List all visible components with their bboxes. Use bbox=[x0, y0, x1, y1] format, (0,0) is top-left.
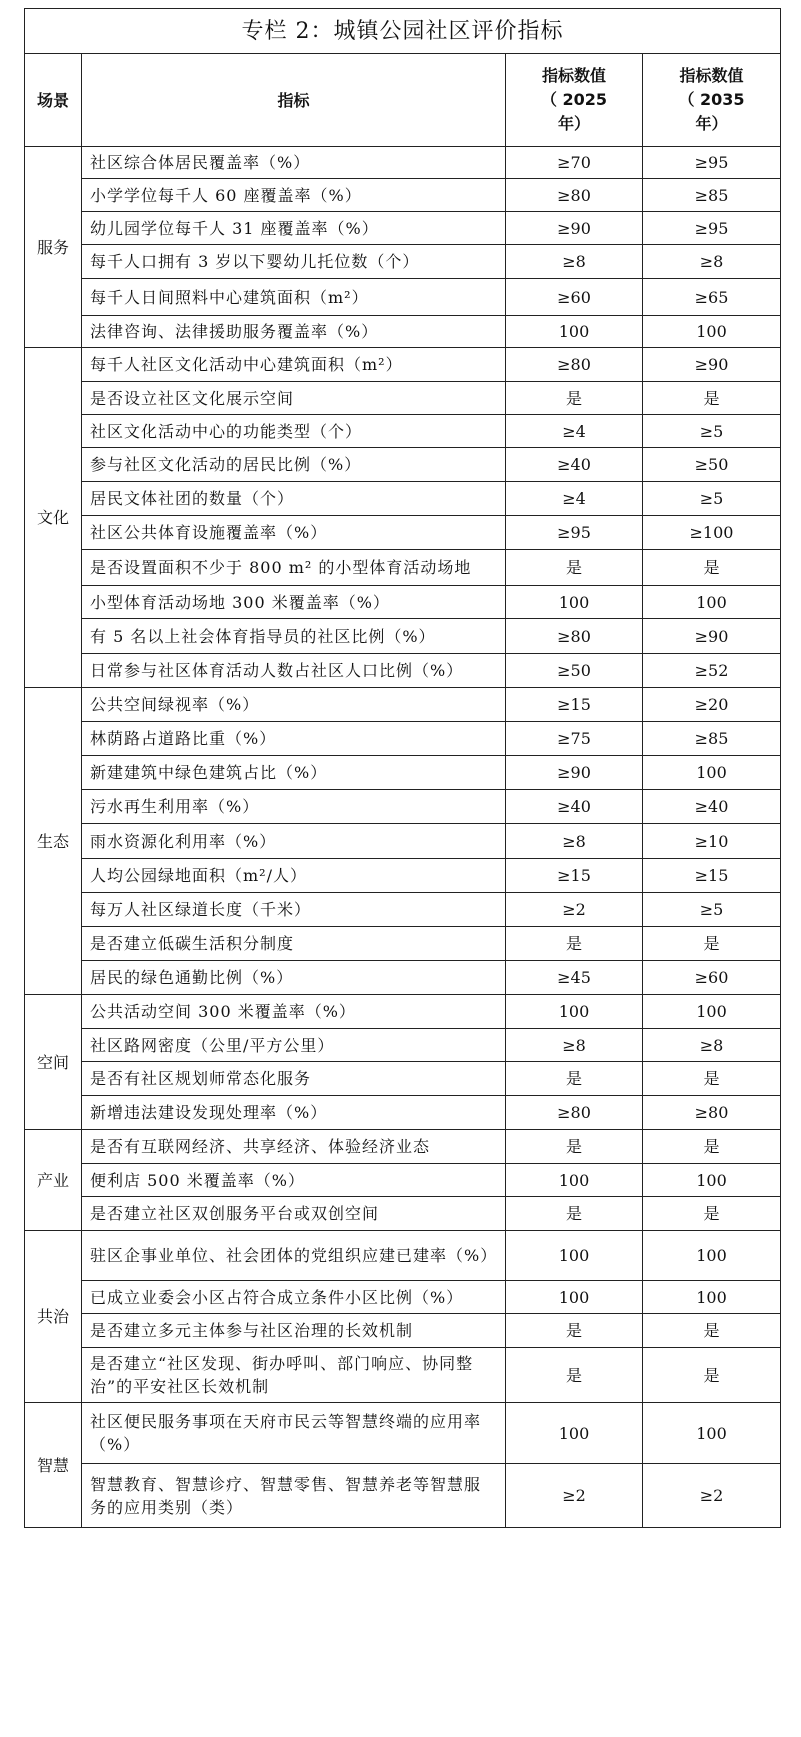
value-2025-cell: ≥90 bbox=[506, 756, 643, 790]
indicator-cell: 雨水资源化利用率（%） bbox=[82, 824, 506, 859]
value-2035-cell: 是 bbox=[643, 1130, 781, 1164]
indicator-cell: 是否有社区规划师常态化服务 bbox=[82, 1062, 506, 1096]
indicator-cell: 林荫路占道路比重（%） bbox=[82, 722, 506, 756]
value-2025-cell: 是 bbox=[506, 550, 643, 586]
table-row bbox=[25, 1062, 781, 1096]
value-2035-cell: ≥8 bbox=[643, 1029, 781, 1062]
table-row bbox=[25, 859, 781, 893]
value-2025-cell: ≥2 bbox=[506, 1464, 643, 1528]
header-year-2025: （ 2025 bbox=[540, 90, 608, 109]
indicator-cell: 小型体育活动场地 300 米覆盖率（%） bbox=[82, 586, 506, 619]
indicator-cell: 社区路网密度（公里/平方公里） bbox=[82, 1029, 506, 1062]
value-2035-cell: 是 bbox=[643, 1062, 781, 1096]
value-2035-cell: 100 bbox=[643, 1231, 781, 1281]
table-row bbox=[25, 1029, 781, 1062]
value-2035-cell: 100 bbox=[643, 1403, 781, 1464]
value-2025-cell: ≥50 bbox=[506, 654, 643, 688]
value-2025-cell: ≥8 bbox=[506, 824, 643, 859]
table-row bbox=[25, 824, 781, 859]
indicator-cell: 公共活动空间 300 米覆盖率（%） bbox=[82, 995, 506, 1029]
indicator-cell: 社区综合体居民覆盖率（%） bbox=[82, 147, 506, 179]
table-row bbox=[25, 654, 781, 688]
value-2025-cell: 是 bbox=[506, 382, 643, 415]
indicator-cell: 幼儿园学位每千人 31 座覆盖率（%） bbox=[82, 212, 506, 245]
value-2025-cell: ≥60 bbox=[506, 279, 643, 316]
value-2035-cell: ≥90 bbox=[643, 348, 781, 382]
value-2025-cell: ≥4 bbox=[506, 415, 643, 448]
scene-cell: 文化 bbox=[25, 348, 82, 688]
indicator-cell: 居民文体社团的数量（个） bbox=[82, 482, 506, 516]
value-2025-cell: 是 bbox=[506, 1314, 643, 1348]
value-2035-cell: ≥20 bbox=[643, 688, 781, 722]
value-2025-cell: ≥95 bbox=[506, 516, 643, 550]
value-2025-cell: ≥80 bbox=[506, 179, 643, 212]
indicator-cell: 每千人社区文化活动中心建筑面积（m²） bbox=[82, 348, 506, 382]
value-2035-cell: 100 bbox=[643, 1164, 781, 1197]
table-row bbox=[25, 516, 781, 550]
header-year-suffix: 年） bbox=[557, 114, 590, 133]
value-2035-cell: 100 bbox=[643, 756, 781, 790]
indicator-cell: 公共空间绿视率（%） bbox=[82, 688, 506, 722]
table-row bbox=[25, 382, 781, 415]
indicator-table-container bbox=[24, 8, 780, 1528]
value-2035-cell: ≥85 bbox=[643, 722, 781, 756]
table-row bbox=[25, 279, 781, 316]
value-2025-cell: ≥8 bbox=[506, 245, 643, 279]
header-value-2025 bbox=[506, 54, 643, 147]
value-2025-cell: 是 bbox=[506, 1348, 643, 1403]
table-row bbox=[25, 179, 781, 212]
value-2025-cell: ≥4 bbox=[506, 482, 643, 516]
indicator-cell: 是否建立多元主体参与社区治理的长效机制 bbox=[82, 1314, 506, 1348]
value-2025-cell: ≥2 bbox=[506, 893, 643, 927]
table-row bbox=[25, 995, 781, 1029]
header-year-suffix: 年） bbox=[695, 114, 728, 133]
indicator-table bbox=[24, 8, 781, 1528]
scene-cell: 服务 bbox=[25, 147, 82, 348]
table-row bbox=[25, 348, 781, 382]
value-2035-cell: ≥2 bbox=[643, 1464, 781, 1528]
value-2025-cell: 是 bbox=[506, 1130, 643, 1164]
table-row bbox=[25, 722, 781, 756]
scene-cell: 产业 bbox=[25, 1130, 82, 1231]
indicator-cell: 每千人日间照料中心建筑面积（m²） bbox=[82, 279, 506, 316]
table-row bbox=[25, 790, 781, 824]
indicator-cell: 是否建立“社区发现、街办呼叫、部门响应、协同整治”的平安社区长效机制 bbox=[82, 1348, 506, 1403]
header-year-2035: （ 2035 bbox=[678, 90, 745, 109]
value-2025-cell: 100 bbox=[506, 316, 643, 348]
scene-cell: 生态 bbox=[25, 688, 82, 995]
table-row bbox=[25, 1096, 781, 1130]
value-2025-cell: ≥15 bbox=[506, 688, 643, 722]
value-2035-cell: ≥5 bbox=[643, 893, 781, 927]
indicator-cell: 是否设置面积不少于 800 m² 的小型体育活动场地 bbox=[82, 550, 506, 586]
value-2025-cell: ≥8 bbox=[506, 1029, 643, 1062]
indicator-cell: 小学学位每千人 60 座覆盖率（%） bbox=[82, 179, 506, 212]
header-value-2035 bbox=[643, 54, 781, 147]
value-2025-cell: 是 bbox=[506, 1197, 643, 1231]
table-row bbox=[25, 1164, 781, 1197]
value-2025-cell: 是 bbox=[506, 1062, 643, 1096]
header-value-label: 指标数值 bbox=[679, 66, 744, 85]
value-2025-cell: 100 bbox=[506, 995, 643, 1029]
value-2035-cell: 100 bbox=[643, 995, 781, 1029]
value-2025-cell: ≥40 bbox=[506, 448, 643, 482]
table-row bbox=[25, 550, 781, 586]
value-2035-cell: 是 bbox=[643, 1348, 781, 1403]
value-2025-cell: ≥80 bbox=[506, 619, 643, 654]
value-2025-cell: ≥45 bbox=[506, 961, 643, 995]
table-row bbox=[25, 147, 781, 179]
indicator-cell: 社区公共体育设施覆盖率（%） bbox=[82, 516, 506, 550]
value-2035-cell: ≥40 bbox=[643, 790, 781, 824]
indicator-cell: 社区文化活动中心的功能类型（个） bbox=[82, 415, 506, 448]
header-row bbox=[25, 54, 781, 147]
value-2025-cell: ≥80 bbox=[506, 348, 643, 382]
indicator-cell: 是否建立社区双创服务平台或双创空间 bbox=[82, 1197, 506, 1231]
indicator-cell: 新建建筑中绿色建筑占比（%） bbox=[82, 756, 506, 790]
indicator-cell: 污水再生利用率（%） bbox=[82, 790, 506, 824]
indicator-cell: 社区便民服务事项在天府市民云等智慧终端的应用率（%） bbox=[82, 1403, 506, 1464]
table-row bbox=[25, 316, 781, 348]
table-row bbox=[25, 415, 781, 448]
indicator-cell: 参与社区文化活动的居民比例（%） bbox=[82, 448, 506, 482]
value-2035-cell: ≥52 bbox=[643, 654, 781, 688]
table-row bbox=[25, 756, 781, 790]
indicator-cell: 每万人社区绿道长度（千米） bbox=[82, 893, 506, 927]
value-2035-cell: 100 bbox=[643, 1281, 781, 1314]
value-2035-cell: 100 bbox=[643, 586, 781, 619]
value-2035-cell: ≥15 bbox=[643, 859, 781, 893]
indicator-cell: 每千人口拥有 3 岁以下婴幼儿托位数（个） bbox=[82, 245, 506, 279]
table-row bbox=[25, 1281, 781, 1314]
value-2035-cell: 是 bbox=[643, 382, 781, 415]
indicator-cell: 法律咨询、法律援助服务覆盖率（%） bbox=[82, 316, 506, 348]
table-row bbox=[25, 448, 781, 482]
value-2025-cell: ≥90 bbox=[506, 212, 643, 245]
table-row bbox=[25, 1464, 781, 1528]
table-row bbox=[25, 245, 781, 279]
indicator-cell: 日常参与社区体育活动人数占社区人口比例（%） bbox=[82, 654, 506, 688]
header-indicator: 指标 bbox=[82, 54, 506, 147]
scene-cell: 空间 bbox=[25, 995, 82, 1130]
value-2025-cell: 100 bbox=[506, 1403, 643, 1464]
indicator-cell: 有 5 名以上社会体育指导员的社区比例（%） bbox=[82, 619, 506, 654]
indicator-cell: 居民的绿色通勤比例（%） bbox=[82, 961, 506, 995]
value-2035-cell: ≥95 bbox=[643, 147, 781, 179]
value-2025-cell: ≥40 bbox=[506, 790, 643, 824]
value-2025-cell: 是 bbox=[506, 927, 643, 961]
value-2035-cell: ≥5 bbox=[643, 482, 781, 516]
value-2035-cell: ≥60 bbox=[643, 961, 781, 995]
scene-cell: 智慧 bbox=[25, 1403, 82, 1528]
indicator-cell: 是否设立社区文化展示空间 bbox=[82, 382, 506, 415]
value-2035-cell: 是 bbox=[643, 1314, 781, 1348]
value-2025-cell: 100 bbox=[506, 1164, 643, 1197]
value-2035-cell: ≥50 bbox=[643, 448, 781, 482]
indicator-cell: 智慧教育、智慧诊疗、智慧零售、智慧养老等智慧服务的应用类别（类） bbox=[82, 1464, 506, 1528]
value-2035-cell: 100 bbox=[643, 316, 781, 348]
indicator-cell: 已成立业委会小区占符合成立条件小区比例（%） bbox=[82, 1281, 506, 1314]
table-row bbox=[25, 586, 781, 619]
value-2035-cell: ≥10 bbox=[643, 824, 781, 859]
value-2025-cell: 100 bbox=[506, 1281, 643, 1314]
value-2035-cell: ≥95 bbox=[643, 212, 781, 245]
table-row bbox=[25, 482, 781, 516]
indicator-cell: 驻区企事业单位、社会团体的党组织应建已建率（%） bbox=[82, 1231, 506, 1281]
table-row bbox=[25, 1403, 781, 1464]
header-value-label: 指标数值 bbox=[541, 66, 606, 85]
value-2035-cell: ≥5 bbox=[643, 415, 781, 448]
indicator-cell: 新增违法建设发现处理率（%） bbox=[82, 1096, 506, 1130]
value-2025-cell: ≥75 bbox=[506, 722, 643, 756]
value-2035-cell: ≥85 bbox=[643, 179, 781, 212]
value-2025-cell: ≥70 bbox=[506, 147, 643, 179]
indicator-cell: 是否有互联网经济、共享经济、体验经济业态 bbox=[82, 1130, 506, 1164]
table-row bbox=[25, 927, 781, 961]
table-row bbox=[25, 619, 781, 654]
indicator-cell: 便利店 500 米覆盖率（%） bbox=[82, 1164, 506, 1197]
value-2035-cell: ≥80 bbox=[643, 1096, 781, 1130]
table-row bbox=[25, 688, 781, 722]
value-2035-cell: ≥100 bbox=[643, 516, 781, 550]
value-2025-cell: 100 bbox=[506, 586, 643, 619]
value-2035-cell: 是 bbox=[643, 1197, 781, 1231]
value-2025-cell: ≥80 bbox=[506, 1096, 643, 1130]
indicator-cell: 是否建立低碳生活积分制度 bbox=[82, 927, 506, 961]
value-2025-cell: 100 bbox=[506, 1231, 643, 1281]
value-2035-cell: ≥90 bbox=[643, 619, 781, 654]
table-row bbox=[25, 1348, 781, 1403]
table-row bbox=[25, 893, 781, 927]
value-2035-cell: 是 bbox=[643, 550, 781, 586]
table-title: 专栏 2：城镇公园社区评价指标 bbox=[25, 9, 781, 54]
value-2035-cell: ≥8 bbox=[643, 245, 781, 279]
value-2035-cell: ≥65 bbox=[643, 279, 781, 316]
scene-cell: 共治 bbox=[25, 1231, 82, 1403]
table-row bbox=[25, 1197, 781, 1231]
value-2035-cell: 是 bbox=[643, 927, 781, 961]
table-row bbox=[25, 212, 781, 245]
table-row bbox=[25, 1231, 781, 1281]
table-row bbox=[25, 1314, 781, 1348]
table-row bbox=[25, 961, 781, 995]
header-scene: 场景 bbox=[25, 54, 82, 147]
value-2025-cell: ≥15 bbox=[506, 859, 643, 893]
indicator-cell: 人均公园绿地面积（m²/人） bbox=[82, 859, 506, 893]
table-row bbox=[25, 1130, 781, 1164]
